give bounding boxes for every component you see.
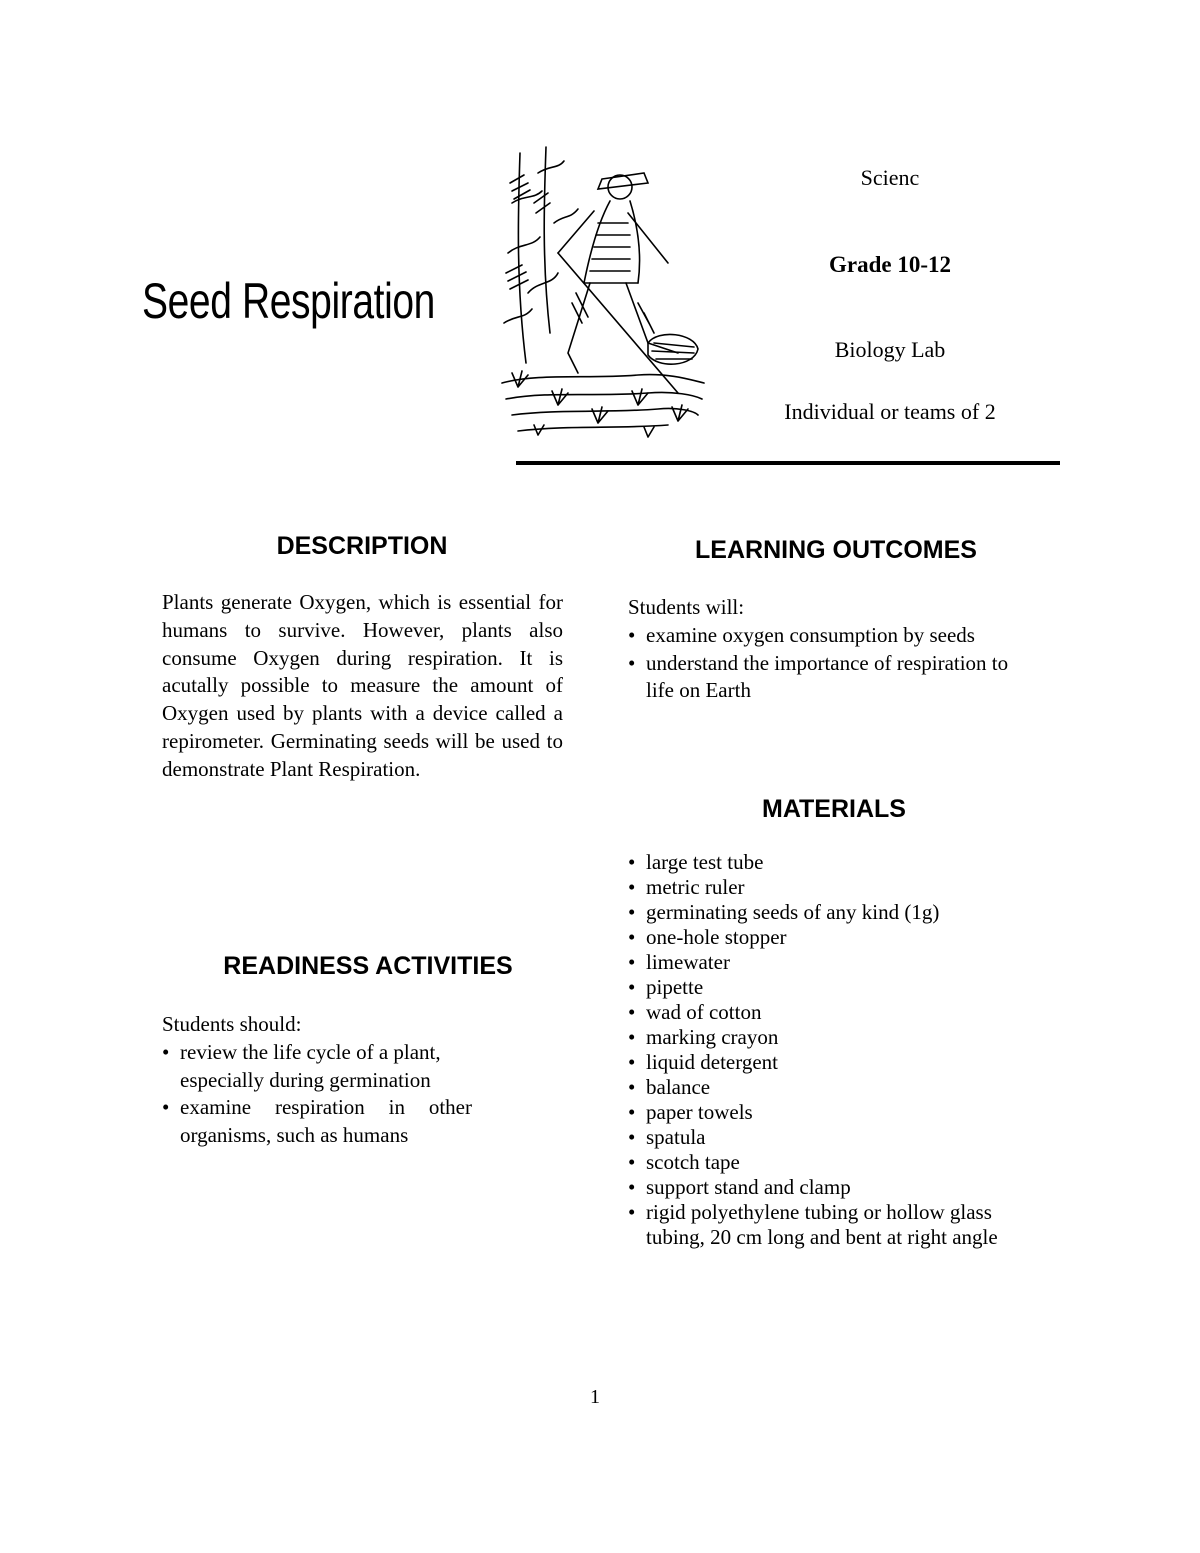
list-item: • one-hole stopper	[628, 925, 998, 950]
list-item: • spatula	[628, 1125, 998, 1150]
list-item: • liquid detergent	[628, 1050, 998, 1075]
materials-heading: MATERIALS	[762, 795, 906, 823]
description-text: Plants generate Oxygen, which is essential for humans to survive. However, plants also consume Oxygen during respiration. It is acutally possible to measure the amount of Oxygen used by plants with a device called a repirometer. Germinating seeds will be used to demonstrate Plant Respiration.	[162, 590, 563, 781]
learning-outcomes-section	[628, 594, 1028, 705]
grade-label: Grade 10-12	[828, 252, 951, 277]
list-item: • scotch tape	[628, 1150, 998, 1175]
list-item: • wad of cotton	[628, 1000, 998, 1025]
list-item: • rigid polyethylene tubing or hollow glass tubing, 20 cm long and bent at right angle	[628, 1200, 998, 1250]
list-item: • metric ruler	[628, 875, 998, 900]
readiness-heading: READINESS ACTIVITIES	[223, 952, 513, 980]
list-item: • review the life cycle of a plant, especially during germination	[162, 1039, 472, 1095]
description-heading: DESCRIPTION	[276, 532, 448, 560]
list-item: • large test tube	[628, 850, 998, 875]
farmer-illustration	[498, 143, 706, 443]
group-size-label: Individual or teams of 2	[784, 399, 996, 424]
learning-outcomes-intro: Students will:	[628, 595, 745, 619]
list-item: • paper towels	[628, 1100, 998, 1125]
page-number: 1	[590, 1386, 600, 1408]
list-item: • understand the importance of respiration to life on Earth	[628, 650, 1028, 706]
list-item: • limewater	[628, 950, 998, 975]
list-item: • balance	[628, 1075, 998, 1100]
header-divider	[516, 461, 1060, 465]
learning-outcomes-heading: LEARNING OUTCOMES	[695, 536, 977, 564]
subject-label: Scienc	[860, 165, 920, 190]
lab-type-label: Biology Lab	[834, 337, 946, 362]
materials-list	[628, 850, 998, 1250]
page-title: Seed Respiration	[142, 273, 435, 329]
list-item: • examine respiration in other organisms, such as humans	[162, 1094, 472, 1150]
list-item: • marking crayon	[628, 1025, 998, 1050]
readiness-section	[162, 1011, 472, 1150]
list-item: • pipette	[628, 975, 998, 1000]
readiness-intro: Students should:	[162, 1012, 302, 1036]
list-item: • examine oxygen consumption by seeds	[628, 622, 1028, 650]
list-item: • germinating seeds of any kind (1g)	[628, 900, 998, 925]
materials-section	[628, 850, 998, 1250]
list-item: • support stand and clamp	[628, 1175, 998, 1200]
